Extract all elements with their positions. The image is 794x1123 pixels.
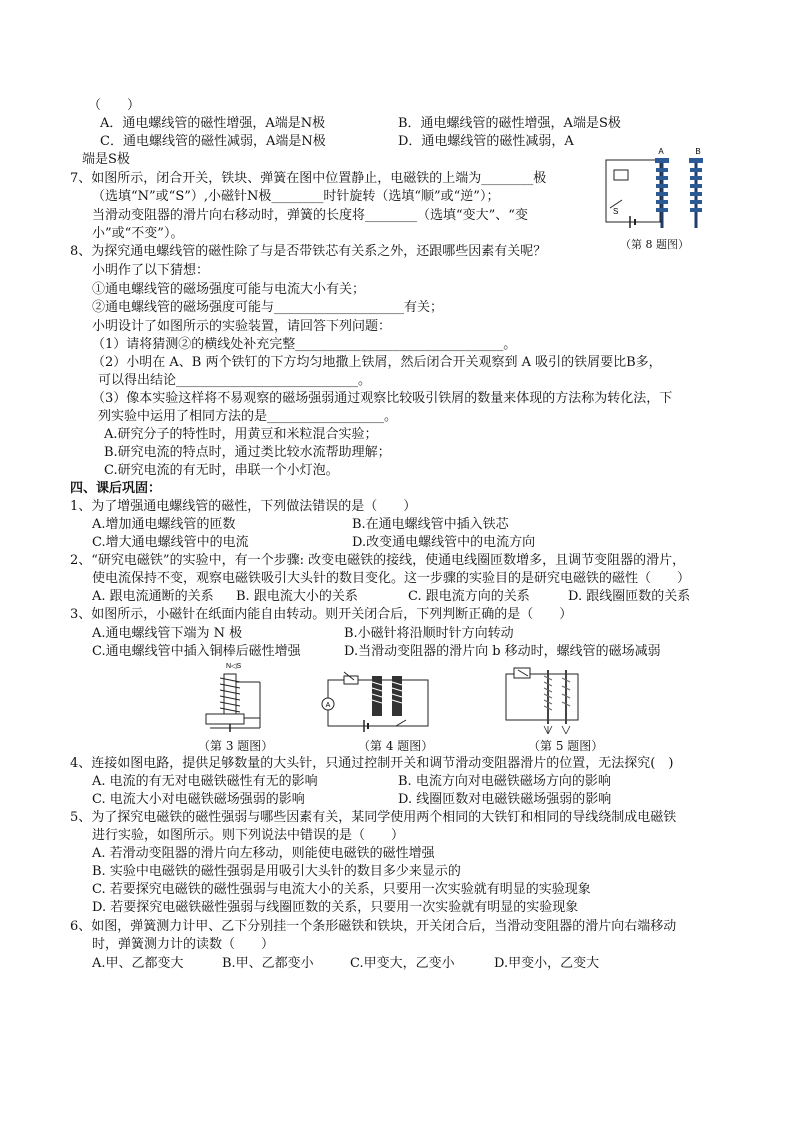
p3-option-a: A.通电螺线管下端为 N 极 (92, 626, 243, 641)
q6-option-d-cont: 端是S极 (82, 152, 130, 167)
q8-line-6: （1）请将猜测②的横线处补充完整________________________________。 (92, 337, 517, 352)
q8-line-4: ②通电螺线管的磁场强度可能与____________________有关； (92, 300, 444, 315)
p5-line-2: 进行实验，如图所示。则下列说法中错误的是（ ） (92, 828, 405, 843)
q8-line-8: 可以得出结论____________________________。 (98, 373, 372, 388)
figure-4-caption: （第 4 题图） (358, 739, 434, 753)
q7-line-3: 当滑动变阻器的滑片向右移动时，弹簧的长度将________（选填“变大”、“变 (92, 208, 528, 223)
p1-option-b: B.在通电螺线管中插入铁芯 (352, 517, 509, 532)
q7-line-1: 7、如图所示，闭合开关，铁块、弹簧在图中位置静止，电磁铁的上端为________极 (70, 171, 547, 186)
p2-option-b: B. 跟电流大小的关系 (236, 589, 358, 604)
p2-line-2: 使电流保持不变，观察电磁铁吸引大头针的数目变化。这一步骤的实验目的是研究电磁铁的磁性（ ） (92, 571, 691, 586)
fig8-label-s: S (613, 207, 619, 216)
figure-8-diagram (600, 140, 720, 236)
q8-option-c: C.研究电流的有无时，串联一个小灯泡。 (104, 463, 339, 478)
q8-line-7: （2）小明在 A、B 两个铁钉的下方均匀地撒上铁屑，然后闭合开关观察到 A 吸引的铁屑要比B多， (92, 355, 662, 370)
fig8-label-a: A (658, 147, 664, 156)
p1-option-a: A.增加通电螺线管的匝数 (92, 517, 236, 532)
fig4-ammeter-label: A (325, 702, 331, 709)
p6-line-1: 6、如图，弹簧测力计甲、乙下分别挂一个条形磁铁和铁块，开关闭合后，当滑动变阻器的滑片向右端移动 (70, 919, 677, 934)
p3-stem: 3、如图所示，小磁针在纸面内能自由转动。则开关闭合后，下列判断正确的是（ ） (70, 607, 573, 622)
q8-line-5: 小明设计了如图所示的实验装置，请回答下列问题： (92, 319, 392, 334)
q8-line-1: 8、为探究通电螺线管的磁性除了与是否带铁芯有关系之外，还跟哪些因素有关呢？ (70, 244, 547, 259)
p5-option-c: C. 若要探究电磁铁的磁性强弱与电流大小的关系，只要用一次实验就有明显的实验现象 (92, 882, 591, 897)
q8-line-9: （3）像本实验这样将不易观察的磁场强弱通过观察比较吸引铁屑的数量来体现的方法称为转化法，下 (92, 391, 673, 406)
q8-option-b: B.研究电流的特点时，通过类比较水流帮助理解； (104, 445, 391, 460)
figure-3-diagram (200, 660, 280, 736)
p5-option-a: A. 若滑动变阻器的滑片向左移动，则能使电磁铁的磁性增强 (92, 846, 435, 861)
fig8-label-b: B (695, 147, 701, 156)
q6-paren: （ ） (88, 98, 141, 113)
section-4-title: 四、课后巩固： (70, 481, 162, 496)
p4-option-a: A. 电流的有无对电磁铁磁性有无的影响 (92, 774, 318, 789)
p1-stem: 1、为了增强通电螺线管的磁性，下列做法错误的是（ ） (70, 499, 417, 514)
p3-option-b: B.小磁针将沿顺时针方向转动 (344, 626, 514, 641)
p5-option-d: D. 若要探究电磁铁磁性强弱与线圈匝数的关系，只要用一次实验就有明显的实验现象 (92, 900, 579, 915)
p4-option-d: D. 线圈匝数对电磁铁磁场强弱的影响 (398, 792, 612, 807)
figure-8-caption: （第 8 题图） (620, 238, 689, 251)
p4-stem: 4、连接如图电路，提供足够数量的大头针，只通过控制开关和调节滑动变阻器滑片的位置，无法探究( ) (70, 756, 674, 771)
p2-option-a: A. 跟电流通断的关系 (92, 589, 214, 604)
q8-line-3: ①通电螺线管的磁场强度可能与电流大小有关； (92, 282, 366, 297)
p3-option-d: D.当滑动变阻器的滑片向 b 移动时，螺线管的磁场减弱 (344, 644, 661, 659)
q6-option-c: C．通电螺线管的磁性减弱，A端是N极 (100, 134, 326, 149)
p6-option-c: C.甲变大，乙变小 (350, 956, 455, 971)
p1-option-c: C.增大通电螺线管中的电流 (92, 535, 249, 550)
q8-line-10: 列实验中运用了相同方法的是__________________。 (98, 409, 398, 424)
p6-option-d: D.甲变小，乙变大 (494, 956, 600, 971)
figure-5-diagram (500, 664, 590, 736)
p2-option-c: C. 跟电流方向的关系 (408, 589, 530, 604)
p2-line-1: 2、“研究电磁铁”的实验中，有一个步骤: 改变电磁铁的接线，使通电线圈匝数增多，且调节变阻器的滑片， (70, 553, 686, 568)
p6-option-b: B.甲、乙都变小 (222, 956, 314, 971)
q7-line-4: 小”或“不变”）。 (92, 226, 184, 241)
q6-option-d: D．通电螺线管的磁性减弱，A (398, 134, 574, 149)
p1-option-d: D.改变通电螺线管中的电流方向 (352, 535, 536, 550)
p6-option-a: A.甲、乙都变大 (92, 956, 184, 971)
q7-line-2: （选填“N”或“S”）,小磁针N极________时针旋转（选填“顺”或“逆”）； (92, 189, 500, 204)
p4-option-c: C. 电流大小对电磁铁磁场强弱的影响 (92, 792, 305, 807)
p4-option-b: B. 电流方向对电磁铁磁场方向的影响 (398, 774, 611, 789)
q6-option-a: A．通电螺线管的磁性增强，A端是N极 (100, 116, 326, 131)
p2-option-d: D. 跟线圈匝数的关系 (568, 589, 691, 604)
p6-line-2: 时，弹簧测力计的读数（ ） (92, 937, 275, 952)
fig3-needle-label: N◁S (226, 663, 242, 670)
figure-5-caption: （第 5 题图） (528, 739, 604, 753)
p5-option-b: B. 实验中电磁铁的磁性强弱是用吸引大头针的数目多少来显示的 (92, 864, 461, 879)
q8-line-2: 小明作了以下猜想： (92, 263, 210, 278)
q6-option-b: B．通电螺线管的磁性增强，A端是S极 (398, 116, 621, 131)
p3-option-c: C.通电螺线管中插入铜棒后磁性增强 (92, 644, 301, 659)
figure-3-caption: （第 3 题图） (198, 739, 274, 753)
figure-4-diagram (318, 668, 436, 734)
p5-line-1: 5、为了探究电磁铁的磁性强弱与哪些因素有关，某同学使用两个相同的大铁钉和相同的导线绕制成电磁铁 (70, 810, 677, 825)
q8-option-a: A.研究分子的特性时，用黄豆和米粒混合实验； (104, 427, 378, 442)
